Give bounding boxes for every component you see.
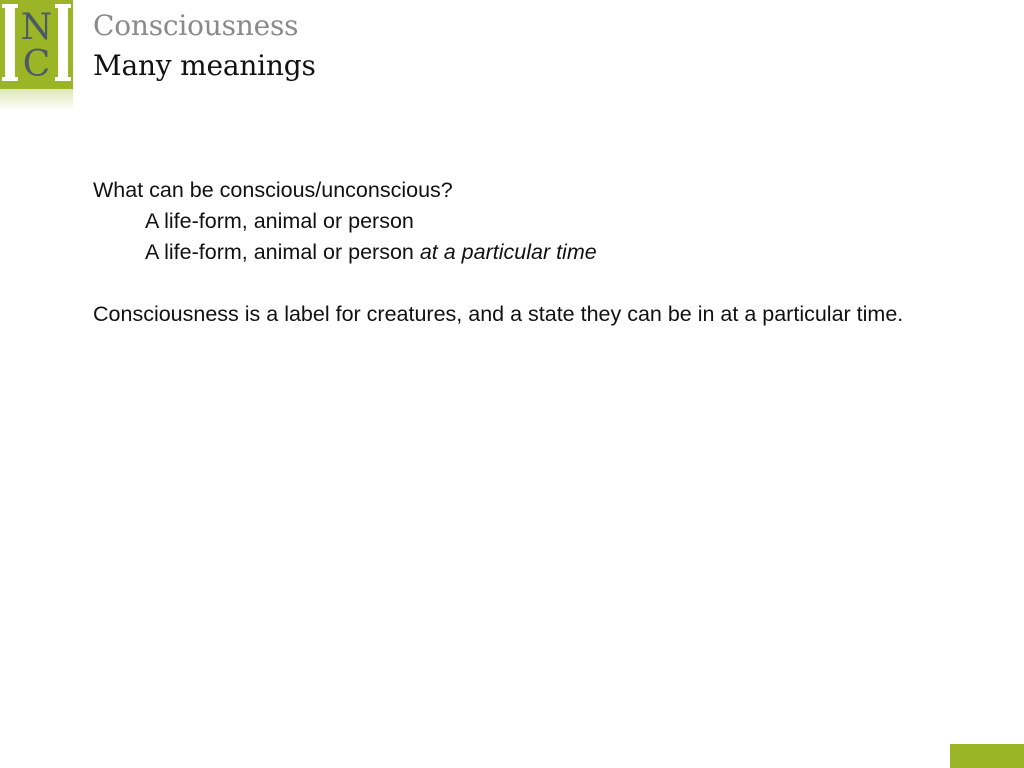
logo-letter-n: N [20, 7, 53, 48]
slide-body [93, 175, 933, 330]
bullet-line-1: A life-form, animal or person [145, 209, 414, 233]
logo-mark-icon [0, 0, 73, 89]
bullet-2-emphasis: at a particular time [419, 240, 597, 264]
bullet-line-2 [93, 237, 933, 268]
summary-paragraph: Consciousness is a label for creatures, and a state they can be in at a particular time. [93, 302, 904, 326]
inc-logo [0, 0, 73, 89]
spacer [93, 268, 933, 299]
question-line: What can be conscious/unconscious? [93, 178, 453, 202]
bullet-2-prefix: A life-form, animal or person [145, 240, 420, 264]
logo-reflection [0, 89, 73, 111]
logo-letter-c: C [22, 44, 51, 85]
slide-title: Many meanings [93, 49, 316, 82]
footer-accent-bar [950, 744, 1024, 768]
section-title: Consciousness [93, 9, 299, 42]
